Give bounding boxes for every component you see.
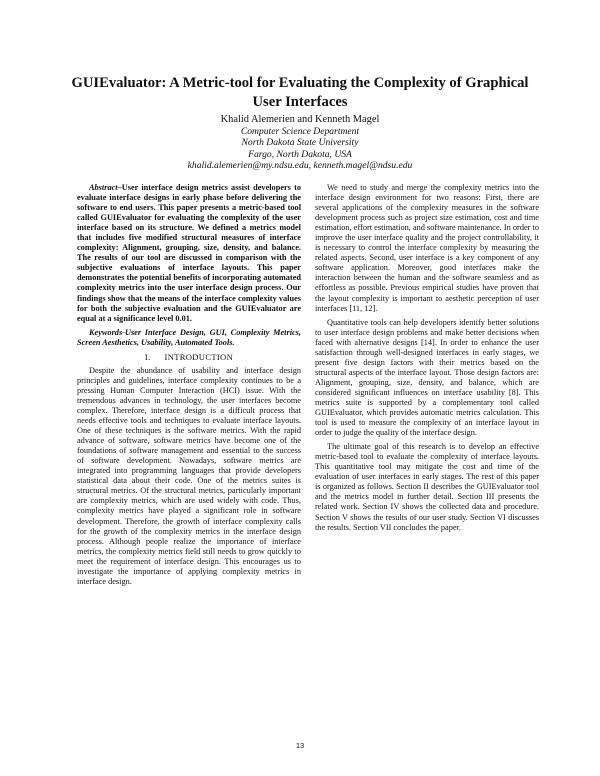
author-location: Fargo, North Dakota, USA (248, 148, 352, 160)
abstract (77, 183, 301, 324)
intro-paragraph-2: We need to study and merge the complexity metrics into the interface design environment for two reasons: First, there are several applications of the complexity measures in the software development process such as project size estimation, cost and time estimation, effort estimation, and software maintenance. In order to improve the user interface quality and the project controllability, it is necessary to control the interface complexity by measuring the related aspects. Second, user interface is a key component of any software application. Moreover, good interfaces make the interaction between the human and the software seamless and as effortless as possible. Previous empirical studies have proven that the layout complexity is important to aesthetic perception of user interfaces [11, 12]. (315, 183, 539, 313)
section-number: I. (144, 351, 151, 362)
author-names: Khalid Alemerien and Kenneth Magel (220, 114, 380, 125)
keywords: Keywords-User Interface Design, GUI, Complexity Metrics, Screen Aesthetics, Usability, Automated Tools. (77, 327, 301, 347)
section-title: INTRODUCTION (164, 351, 234, 362)
right-column (315, 183, 539, 537)
section-heading-introduction (77, 352, 301, 362)
intro-paragraph-4: The ultimate goal of this research is to develop an effective metric-based tool to evaluate the complexity of interface layouts. This quantitative tool may mitigate the cost and time of the evaluation of user interfaces in early stages. The rest of this paper is organized as follows. Section II describes the GUIEvaluator tool and the metrics model in further detail. Section III presents the related work. Section IV shows the collected data and procedure. Section V shows the results of our user study. Section VI discusses the results. Section VII concludes the paper. (315, 442, 539, 532)
intro-paragraph-3: Quantitative tools can help developers identify better solutions to user interface design problems and make better decisions when faced with alternative designs [14]. In order to enhance the user satisfaction through well-designed interfaces in early stages, we present five design factors with their metrics based on the structural aspects of the interface layout. Those design factors are: Alignment, grouping, size, density, and balance, which are considered significant influences on interface usability [8]. This metrics suite is supported by a complementary tool called GUIEvaluator, which provides automatic metrics calculation. This tool is used to measure the complexity of an interface layout in order to judge the quality of the interface design. (315, 317, 539, 438)
author-department: Computer Science Department (240, 126, 360, 137)
paper-title: GUIEvaluator: A Metric-tool for Evaluating the Complexity of Graphical User Interfaces (71, 75, 529, 110)
left-column (77, 183, 301, 591)
author-block (100, 113, 500, 172)
author-emails: khalid.alemerien@my.ndsu.edu, kenneth.magel@ndsu.edu (187, 160, 413, 172)
author-university: North Dakota State University (241, 137, 359, 149)
abstract-text: –User interface design metrics assist developers to evaluate interface designs in early phase before delivering the software to end users. This paper presents a metric-based tool called GUIEvaluator for evaluating the complexity of the user interface based on its structure. We defined a metrics model that includes five modified structural measures of interface complexity: Alignment, grouping, size, density, and balance. The results of our tool are discussed in comparison with the subjective evaluations of interface layouts. This paper demonstrates the potential benefits of incorporating automated complexity metrics into the user interface design process. Our findings show that the means of the interface complexity values for both the subjective evaluation and the GUIEvaluator are equal at a significance level 0.01. (77, 183, 301, 323)
abstract-lead: Abstract (89, 183, 118, 192)
intro-paragraph-1: Despite the abundance of usability and interface design principles and guidelines, interface complexity continues to be a pressing Human Computer Interaction (HCI) issue. With the tremendous advances in technology, the user interfaces become complex. Therefore, interface design is a difficult process that needs effective tools and techniques to evaluate interface layouts. One of these techniques is the software metrics. With the rapid advance of software, software metrics have become one of the foundations of software management and essential to the success of software development. Nowadays, software metrics are integrated into programming languages that provide developers statistical data about their code. One of the metrics suites is structural metrics. Of the structural metrics, particularly important are complexity metrics, which are used widely with code. Thus, complexity metrics have played a significant role in software development. Therefore, the growth of interface complexity calls for the growth of the complexity metrics in the interface design process. Although people realize the importance of interface metrics, the complexity metrics field still needs to grow quickly to meet the requirement of interface design. This encourages us to investigate the importance of applying complexity metrics in interface design. (77, 365, 301, 586)
page-number: 13 (295, 741, 305, 750)
